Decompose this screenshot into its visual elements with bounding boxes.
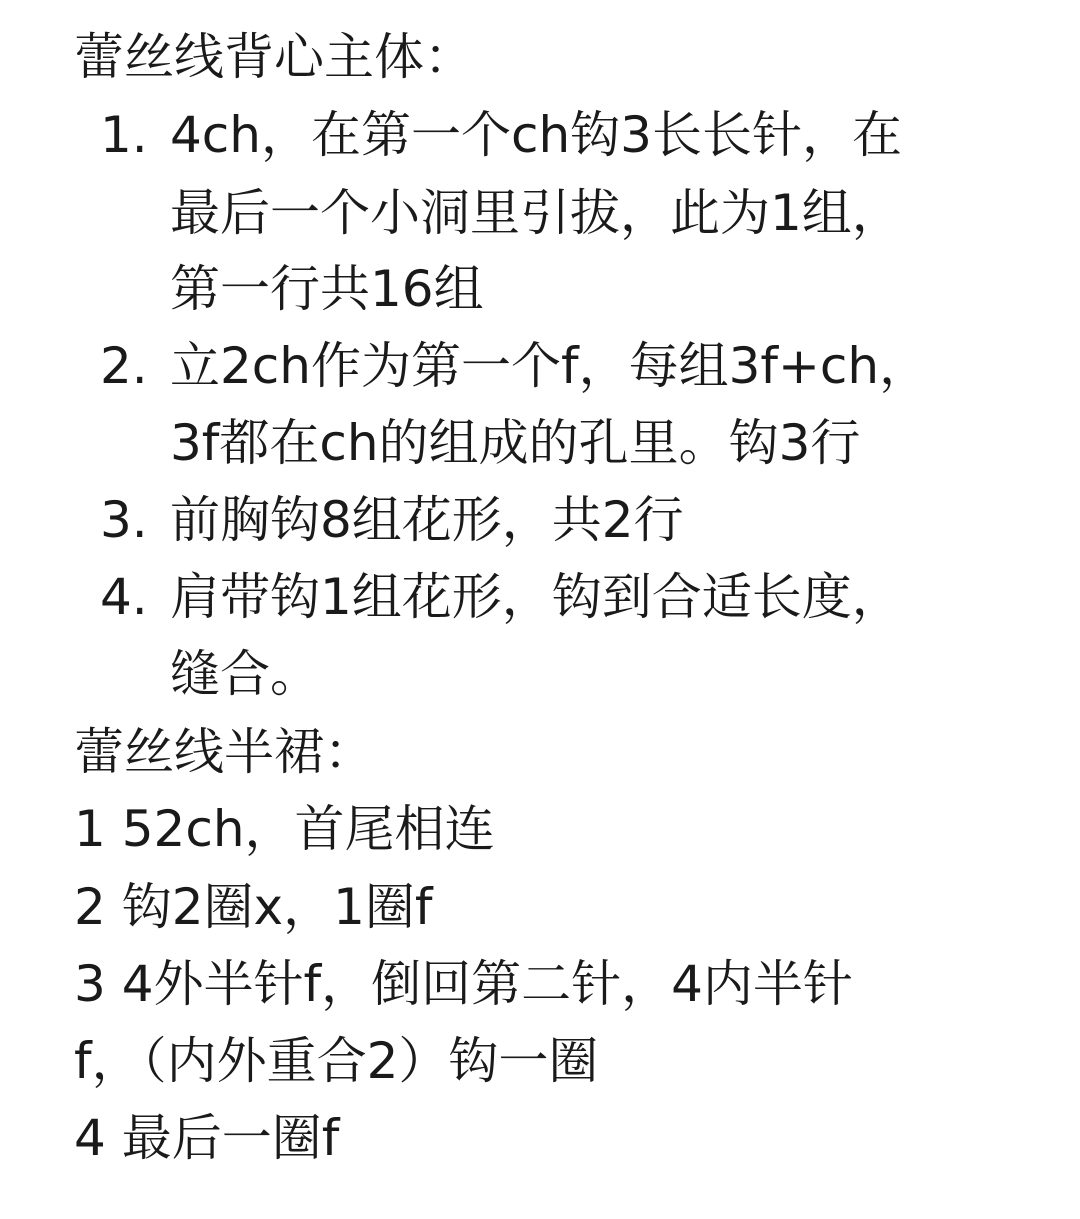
vest-item-3-line-1: 前胸钩8组花形，共2行 [170, 491, 684, 549]
skirt-step-line-5: 4 最后一圈f [74, 1109, 340, 1167]
vest-item-4-number: 4. [100, 568, 148, 626]
vest-item-1-number: 1. [100, 106, 148, 164]
vest-item-2-line-2: 3f都在ch的组成的孔里。钩3行 [170, 414, 861, 472]
vest-item-4-line-2: 缝合。 [170, 645, 320, 703]
skirt-step-line-1: 1 52ch，首尾相连 [74, 800, 495, 858]
vest-item-1-line-1: 4ch，在第一个ch钩3长长针，在 [170, 106, 902, 164]
vest-item-2-number: 2. [100, 337, 148, 395]
skirt-section-title: 蕾丝线半裙： [74, 723, 374, 781]
vest-section-title: 蕾丝线背心主体： [74, 28, 474, 86]
skirt-step-line-2: 2 钩2圈x，1圈f [74, 878, 433, 936]
vest-item-2-line-1: 立2ch作为第一个f，每组3f+ch， [170, 337, 930, 395]
skirt-step-line-3: 3 4外半针f，倒回第二针，4内半针 [74, 955, 853, 1013]
vest-item-4-line-1: 肩带钩1组花形，钩到合适长度， [170, 568, 902, 626]
vest-item-1-line-2: 最后一个小洞里引拔，此为1组， [170, 184, 902, 242]
vest-item-1-line-3: 第一行共16组 [170, 260, 484, 318]
vest-item-3-number: 3. [100, 491, 148, 549]
skirt-step-line-4: f，（内外重合2）钩一圈 [74, 1032, 599, 1090]
